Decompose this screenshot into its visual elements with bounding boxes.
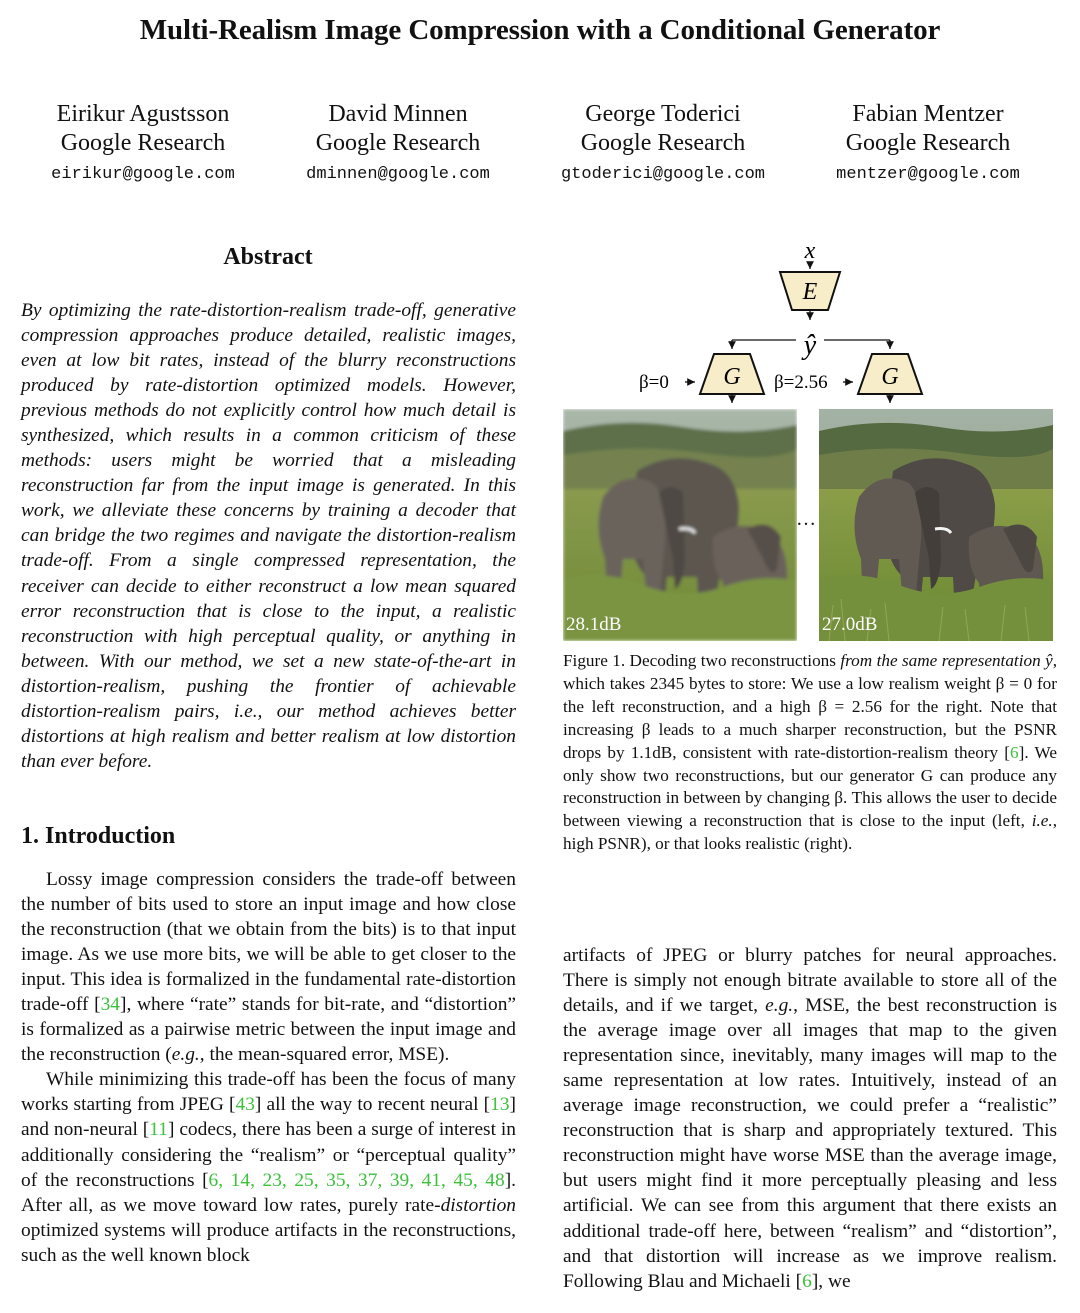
intro-paragraph-1: Lossy image compression considers the trade-off between the number of bits used to store an input image and how close the reconstruction (that we obtain from the bits) is to that input image. As we use more bits, we will be able to get closer to the input. This idea is formalized in the fundamental rate-distortion trade-off [34], where “rate” stands for bit-rate, and “distortion” is formalized as a pairwise metric between the input image and the reconstruction (e.g., the mean-squared error, MSE). xyxy=(21,869,516,1066)
author-affiliation: Google Research xyxy=(315,130,481,156)
intro-paragraph-2: While minimizing this trade-off has been the focus of many works starting from JPEG [43] all the way to recent neural [13] and non-neural [11] codecs, there has been a surge of interest in additionally considering the “realism” or “perceptual quality” of the reconstructions [6, 14, 23, 25, 35, 37, 39, 41, 45, 48]. After all, as we move toward low rates, purely rate-distortion optimized systems will produce artifacts in the reconstructions, such as the well known block xyxy=(21,1069,517,1266)
beta-right-label: β=2.56 xyxy=(774,372,828,393)
author-1 xyxy=(13,100,273,184)
introduction-body xyxy=(21,867,516,1268)
author-3 xyxy=(533,100,793,184)
citation-link[interactable]: 6, 14, 23, 25, 35, 37, 39, 41, 45, 48 xyxy=(208,1169,505,1191)
beta-left-label: β=0 xyxy=(639,372,669,393)
generator-label-right: G xyxy=(881,364,899,390)
author-name: Eirikur Agustsson xyxy=(56,101,230,127)
figure-1-diagram xyxy=(560,236,940,408)
author-4 xyxy=(798,100,1058,184)
ellipsis: … xyxy=(796,508,817,530)
citation-link[interactable]: 43 xyxy=(235,1094,255,1116)
right-column-body xyxy=(563,943,1057,1294)
abstract-body xyxy=(21,298,516,774)
abstract-heading: Abstract xyxy=(223,244,313,270)
citation-link[interactable]: 11 xyxy=(149,1119,168,1141)
author-email: eirikur@google.com xyxy=(51,165,235,184)
right-paragraph: artifacts of JPEG or blurry patches for neural approaches. There is simply not enough bitrate available to store all of the details, and if we target, e.g., MSE, the best reconstruction is the average image over all images that map to the given representation since, inevitably, many images will map to the same representation at low rates. Intuitively, instead of an average image reconstruction, we could prefer a “realistic” reconstruction that is sharp and appropriately textured. This reconstruction might have worse MSE than the average image, but users might find it more perceptually pleasing and less artificial. We can see from this argument that there exists an additional trade-off here, between “realism” and “distortion”, and that distortion will increase as we improve realism. Following Blau and Michaeli [6], we xyxy=(563,945,1057,1292)
citation-link[interactable]: 6 xyxy=(802,1270,812,1292)
author-affiliation: Google Research xyxy=(60,130,226,156)
author-email: dminnen@google.com xyxy=(306,165,490,184)
abstract-text: By optimizing the rate-distortion-realism trade-off, generative compression approaches produce detailed, realistic images, even at low bit rates, instead of the blurry reconstructions produced by rate-distortion optimized models. However, previous methods do not explicitly control how much detail is synthesized, which results in a common criticism of these methods: users might be worried that a misleading reconstruction far from the input image is generated. In this work, we alleviate these concerns by training a decoder that can bridge the two regimes and navigate the distortion-realism trade-off. From a single compressed representation, the receiver can decide to either reconstruct a low mean squared error reconstruction that is close to the input, a realistic reconstruction with high perceptual quality, or anything in between. With our method, we set a new state-of-the-art in distortion-realism, pushing the frontier of achievable distortion-realism pairs, i.e., our method achieves better distortions at high realism and better realism at low distortion than ever before. xyxy=(21,300,516,772)
citation-link[interactable]: 13 xyxy=(490,1094,510,1116)
author-affiliation: Google Research xyxy=(845,130,1011,156)
reconstruction-image-right xyxy=(819,409,1053,641)
paper-title: Multi-Realism Image Compression with a Conditional Generator xyxy=(139,14,941,46)
caption-text: Figure 1. Decoding two reconstructions from the same representation ŷ, which takes 2345 bytes to store: We use a low realism weight β = 0 for the left reconstruction, and a high β = 2.56 for the right. Note that increasing β leads to a much sharper reconstruction, but the PSNR drops by 1.1dB, consistent with rate-distortion-realism theory [6]. We only show two reconstructions, but our generator G can produce any reconstruction in between by changing β. This allows the user to decide between viewing a reconstruction that is close to the input (left, i.e., high PSNR), or that looks realistic (right). xyxy=(563,651,1057,854)
author-name: David Minnen xyxy=(328,101,468,127)
figure-1-caption xyxy=(563,650,1057,856)
reconstruction-image-left xyxy=(563,409,797,641)
psnr-label-left: 28.1dB xyxy=(566,614,622,635)
author-affiliation: Google Research xyxy=(580,130,746,156)
author-2 xyxy=(268,100,528,184)
author-name: Fabian Mentzer xyxy=(852,101,1004,127)
author-email: gtoderici@google.com xyxy=(560,165,766,184)
author-name: George Toderici xyxy=(585,101,741,127)
section-heading-introduction: 1. Introduction xyxy=(21,823,176,849)
psnr-label-right: 27.0dB xyxy=(822,614,878,635)
generator-label-left: G xyxy=(723,364,741,390)
citation-link[interactable]: 6 xyxy=(1010,742,1019,762)
citation-link[interactable]: 34 xyxy=(100,994,120,1016)
author-email: mentzer@google.com xyxy=(836,165,1020,184)
latent-y-label: ŷ xyxy=(803,330,817,361)
encoder-label: E xyxy=(802,279,818,305)
input-x-label: x xyxy=(804,238,816,264)
